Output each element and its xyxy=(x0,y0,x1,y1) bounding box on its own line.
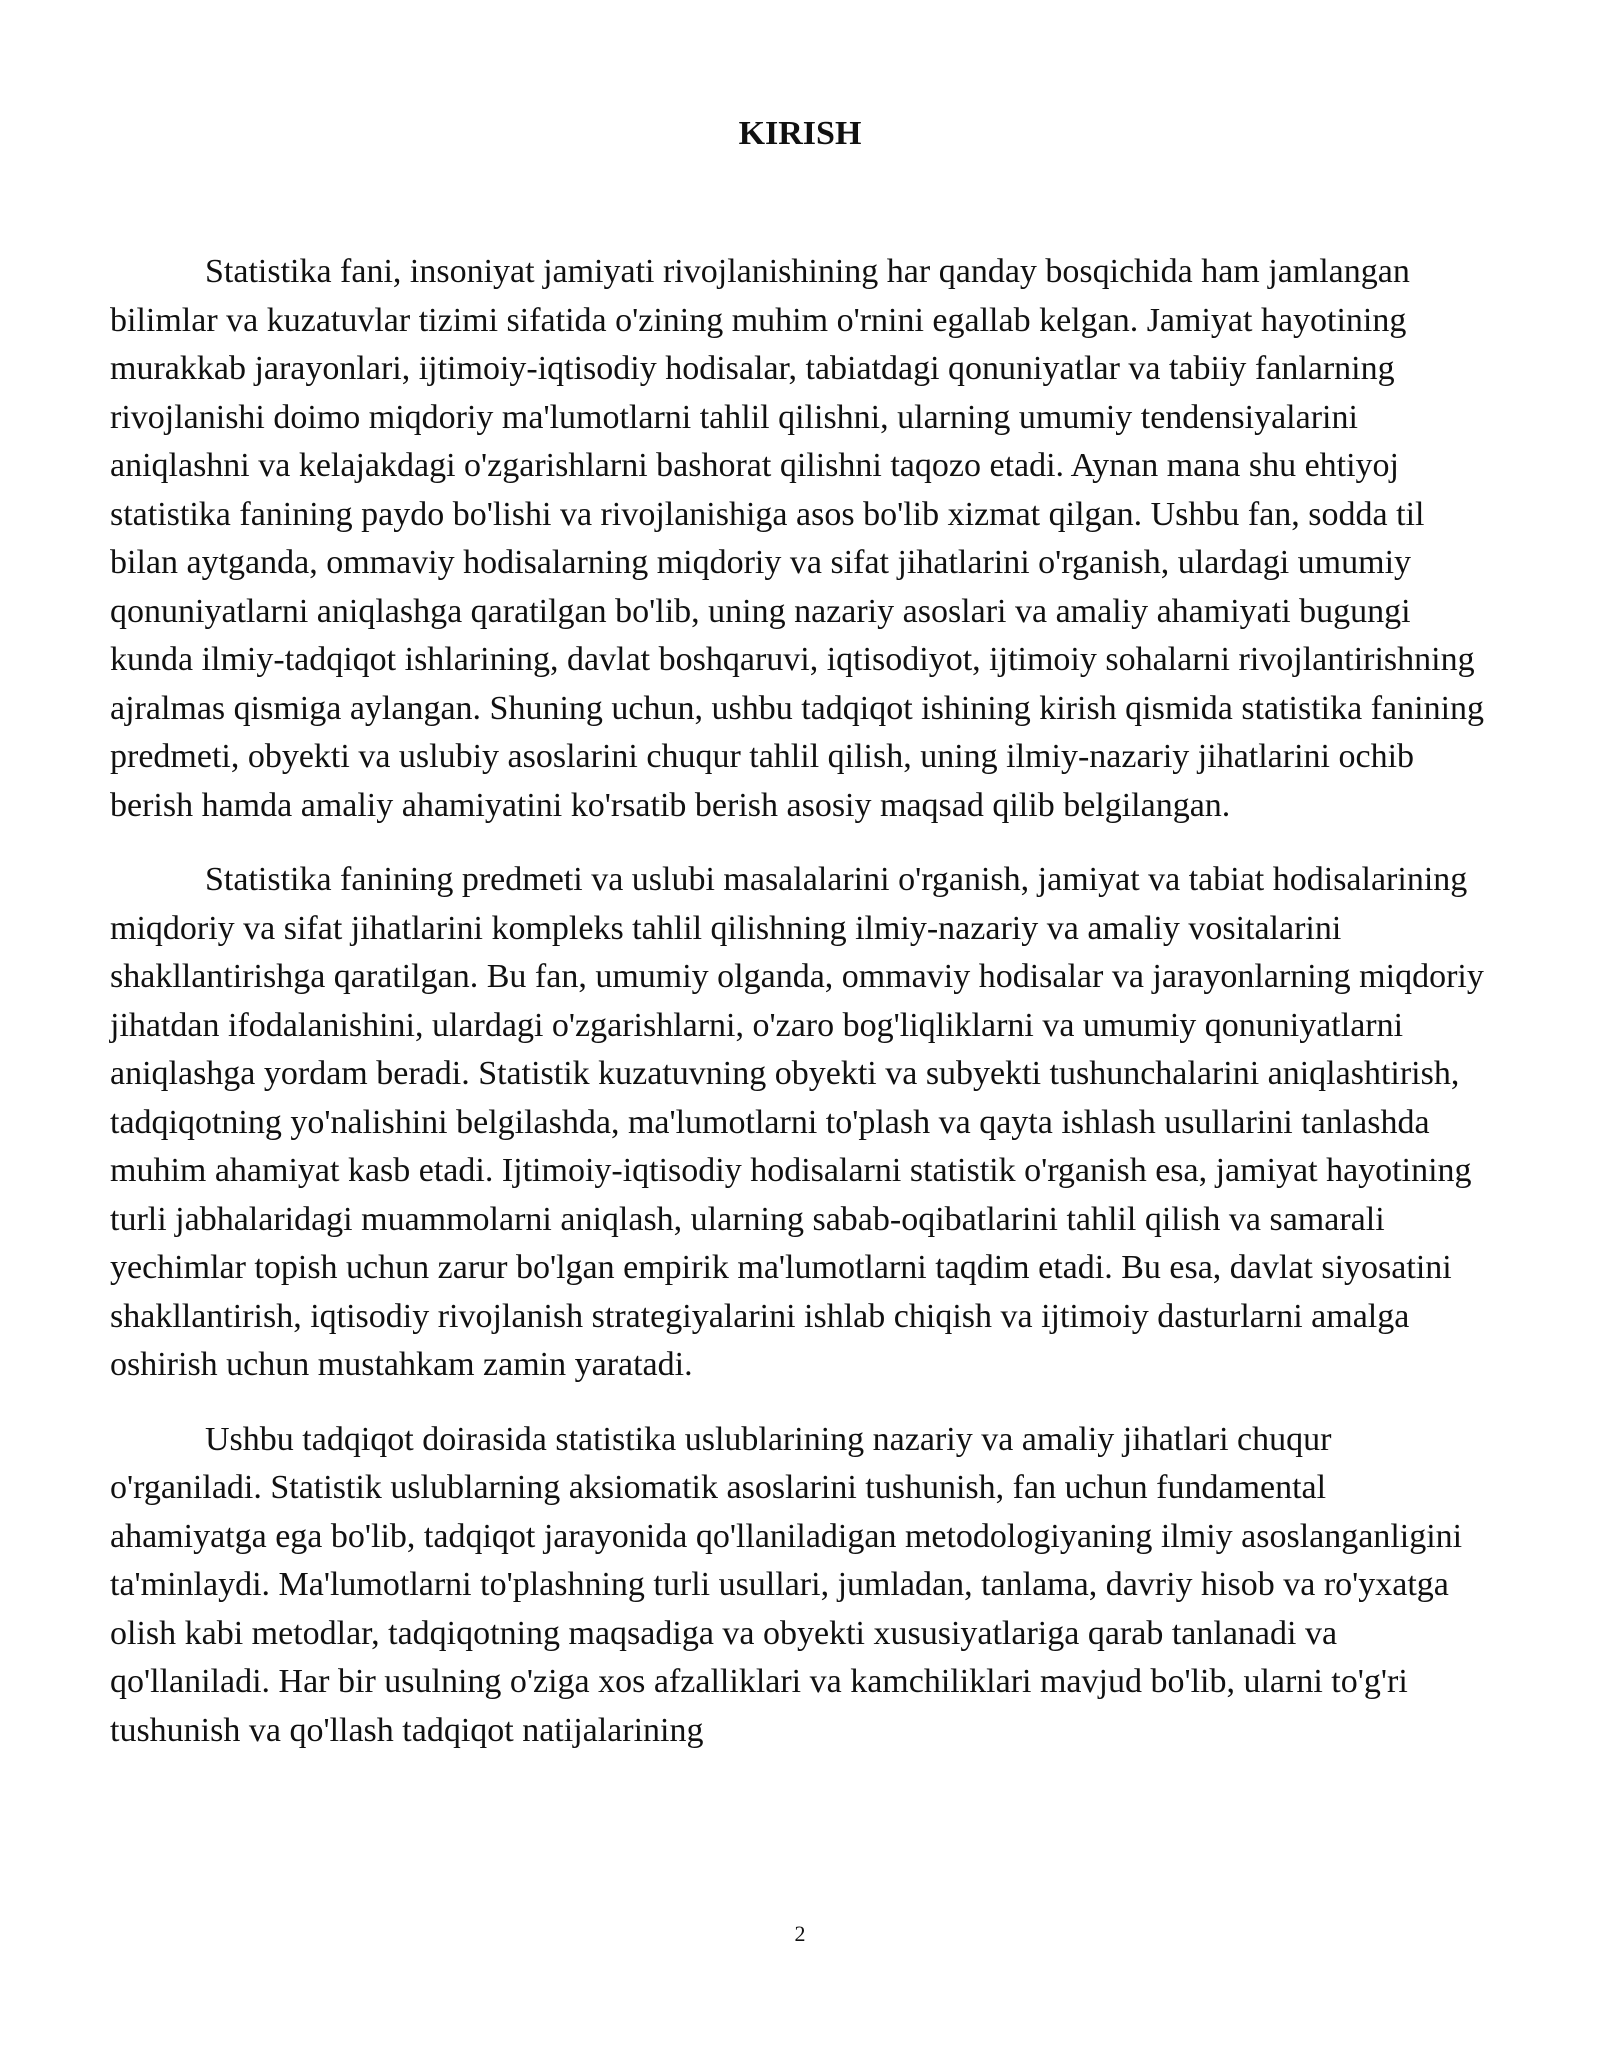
paragraph-1: Statistika fani, insoniyat jamiyati rivojlanishining har qanday bosqichida ham jamlangan bilimlar va kuzatuvlar tizimi sifatida o'zining muhim o'rnini egallab kelgan. Jamiyat hayotining murakkab jarayonlari, ijtimoiy-iqtisodiy hodisalar, tabiatdagi qonuniyatlar va tabiiy fanlarning rivojlanishi doimo miqdoriy ma'lumotlarni tahlil qilishni, ularning umumiy tendensiyalarini aniqlashni va kelajakdagi o'zgarishlarni bashorat qilishni taqozo etadi. Aynan mana shu ehtiyoj statistika fanining paydo bo'lishi va rivojlanishiga asos bo'lib xizmat qilgan. Ushbu fan, sodda til bilan aytganda, ommaviy hodisalarning miqdoriy va sifat jihatlarini o'rganish, ulardagi umumiy qonuniyatlarni aniqlashga qaratilgan bo'lib, uning nazariy asoslari va amaliy ahamiyati bugungi kunda ilmiy-tadqiqot ishlarining, davlat boshqaruvi, iqtisodiyot, ijtimoiy sohalarni rivojlantirishning ajralmas qismiga aylangan. Shuning uchun, ushbu tadqiqot ishining kirish qismida statistika fanining predmeti, obyekti va uslubiy asoslarini chuqur tahlil qilish, uning ilmiy-nazariy jihatlarini ochib berish hamda amaliy ahamiyatini ko'rsatib berish asosiy maqsad qilib belgilangan. xyxy=(110,253,1485,824)
section-heading: KIRISH xyxy=(738,115,862,152)
body-text xyxy=(110,248,1490,1781)
page-number: 2 xyxy=(794,1921,806,1946)
paragraph-2: Statistika fanining predmeti va uslubi masalalarini o'rganish, jamiyat va tabiat hodisalarining miqdoriy va sifat jihatlarini kompleks tahlil qilishning ilmiy-nazariy va amaliy vositalarini shakllantirishga qaratilgan. Bu fan, umumiy olganda, ommaviy hodisalar va jarayonlarning miqdoriy jihatdan ifodalanishini, ulardagi o'zgarishlarni, o'zaro bog'liqliklarni va umumiy qonuniyatlarni aniqlashga yordam beradi. Statistik kuzatuvning obyekti va subyekti tushunchalarini aniqlashtirish, tadqiqotning yo'nalishini belgilashda, ma'lumotlarni to'plash va qayta ishlash usullarini tanlashda muhim ahamiyat kasb etadi. Ijtimoiy-iqtisodiy hodisalarni statistik o'rganish esa, jamiyat hayotining turli jabhalaridagi muammolarni aniqlash, ularning sabab-oqibatlarini tahlil qilish va samarali yechimlar topish uchun zarur bo'lgan empirik ma'lumotlarni taqdim etadi. Bu esa, davlat siyosatini shakllantirish, iqtisodiy rivojlanish strategiyalarini ishlab chiqish va ijtimoiy dasturlarni amalga oshirish uchun mustahkam zamin yaratadi. xyxy=(110,861,1484,1383)
paragraph-3: Ushbu tadqiqot doirasida statistika uslublarining nazariy va amaliy jihatlari chuqur o'rganiladi. Statistik uslublarning aksiomatik asoslarini tushunish, fan uchun fundamental ahamiyatga ega bo'lib, tadqiqot jarayonida qo'llaniladigan metodologiyaning ilmiy asoslanganligini ta'minlaydi. Ma'lumotlarni to'plashning turli usullari, jumladan, tanlama, davriy hisob va ro'yxatga olish kabi metodlar, tadqiqotning maqsadiga va obyekti xususiyatlariga qarab tanlanadi va qo'llaniladi. Har bir usulning o'ziga xos afzalliklari va kamchiliklari mavjud bo'lib, ularni to'g'ri tushunish va qo'llash tadqiqot natijalarining xyxy=(110,1420,1463,1749)
